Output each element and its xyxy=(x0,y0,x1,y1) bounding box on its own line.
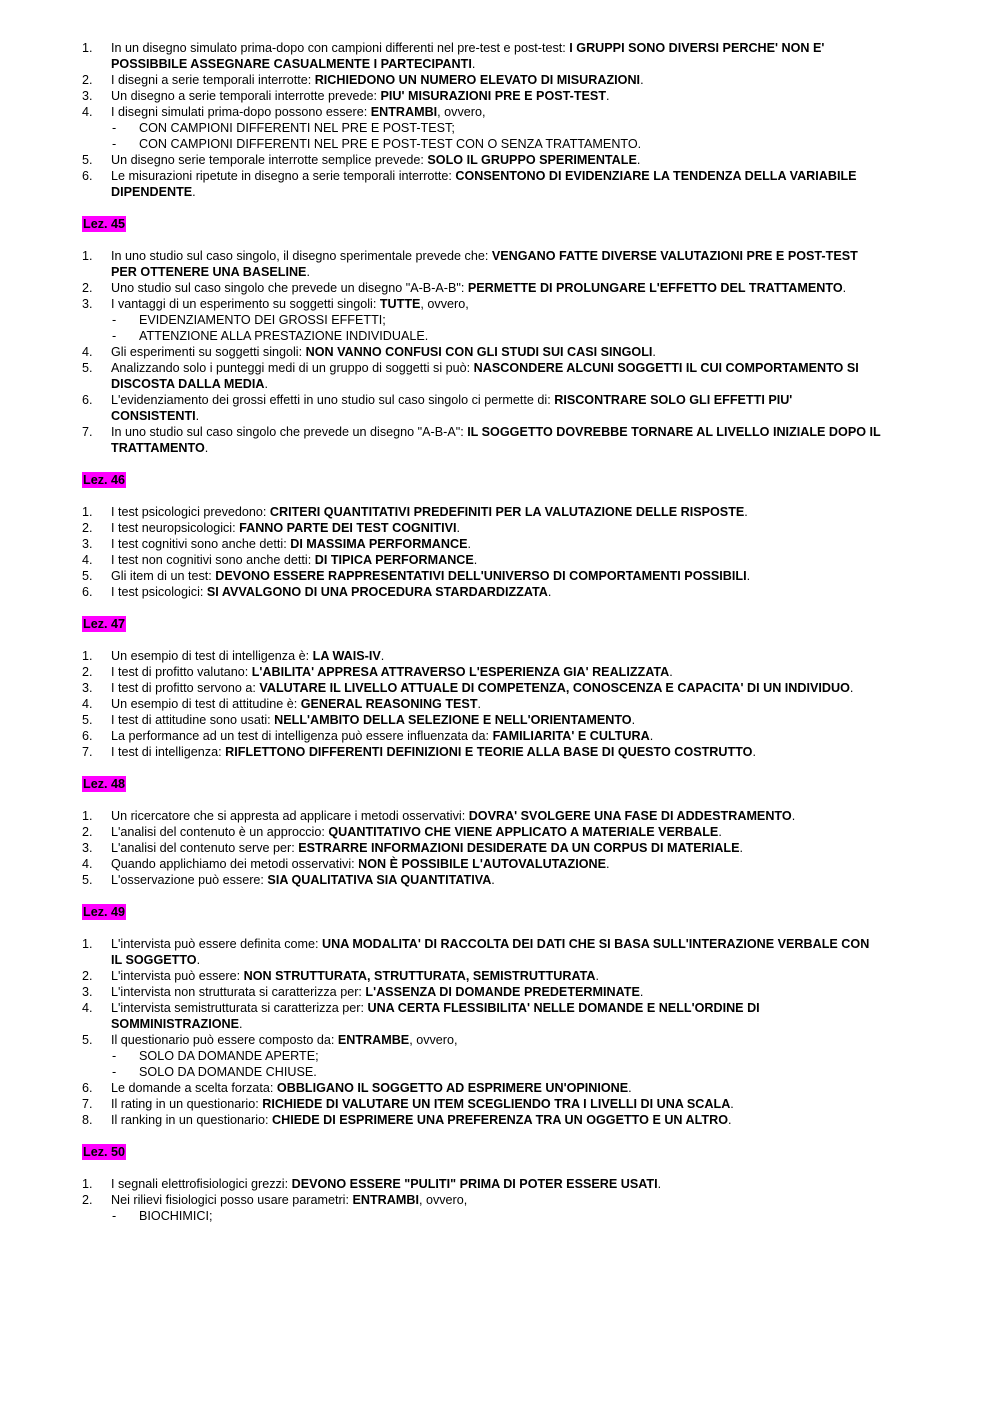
question-text: Le misurazioni ripetute in disegno a serie temporali interrotte: xyxy=(111,169,456,183)
dash-bullet: - xyxy=(112,121,117,135)
item-text xyxy=(111,1000,882,1032)
question-text: Un esempio di test di intelligenza è: xyxy=(111,649,313,663)
answer-text: ESTRARRE INFORMAZIONI DESIDERATE DA UN CORPUS DI MATERIALE xyxy=(298,841,740,855)
list-item xyxy=(82,680,882,696)
list-item xyxy=(82,296,882,312)
item-number: 5. xyxy=(82,569,93,583)
answer-text: ENTRAMBI xyxy=(352,1193,419,1207)
item-text xyxy=(111,648,882,664)
item-ending: . xyxy=(195,409,200,423)
item-number: 4. xyxy=(82,345,93,359)
section-heading-row xyxy=(82,616,882,632)
answer-text: L'ABILITA' APPRESA ATTRAVERSO L'ESPERIENZA GIA' REALIZZATA xyxy=(251,665,670,679)
item-text xyxy=(111,984,882,1000)
list-item xyxy=(82,168,882,200)
answer-text: FANNO PARTE DEI TEST COGNITIVI xyxy=(239,521,457,535)
answer-text: RISCONTRARE SOLO GLI EFFETTI PIU' CONSISTENTI xyxy=(111,393,793,423)
item-text xyxy=(111,728,882,744)
sub-list-item xyxy=(82,136,882,152)
answer-text: TUTTE xyxy=(379,297,421,311)
item-ending: . xyxy=(606,857,610,871)
dash-bullet: - xyxy=(112,313,117,327)
section-heading: Lez. 46 xyxy=(83,473,125,487)
sub-item-text: ATTENZIONE ALLA PRESTAZIONE INDIVIDUALE. xyxy=(139,329,429,343)
sub-list-item xyxy=(82,312,882,328)
item-text xyxy=(111,40,882,72)
list-item xyxy=(82,1112,882,1128)
item-ending: . xyxy=(477,697,482,711)
item-ending: . xyxy=(192,185,196,199)
item-text xyxy=(111,344,882,360)
question-text: L'osservazione può essere: xyxy=(111,873,268,887)
item-ending: . xyxy=(718,825,722,839)
item-number: 7. xyxy=(82,1097,93,1111)
item-ending: . xyxy=(628,1081,632,1095)
item-ending: , ovvero, xyxy=(418,1193,468,1207)
answer-text: PIU' MISURAZIONI PRE E POST-TEST xyxy=(380,89,607,103)
item-text xyxy=(111,296,882,312)
sub-item-text: CON CAMPIONI DIFFERENTI NEL PRE E POST-TEST; xyxy=(139,121,455,135)
item-number: 6. xyxy=(82,169,93,183)
item-ending: . xyxy=(491,873,495,887)
list-item xyxy=(82,840,882,856)
item-number: 6. xyxy=(82,585,93,599)
list-item xyxy=(82,808,882,824)
answer-text: NON STRUTTURATA, STRUTTURATA, SEMISTRUTTURATA xyxy=(243,969,596,983)
question-text: Gli item di un test: xyxy=(111,569,216,583)
answer-text: I GRUPPI SONO DIVERSI PERCHE' NON E' POSSIBBILE ASSEGNARE CASUALMENTE I PARTECIPANTI xyxy=(111,41,825,71)
answer-text: DEVONO ESSERE RAPPRESENTATIVI DELL'UNIVERSO DI COMPORTAMENTI POSSIBILI xyxy=(215,569,747,583)
item-number: 1. xyxy=(82,249,93,263)
item-ending: . xyxy=(639,985,644,999)
item-text xyxy=(111,664,882,680)
sub-list-item xyxy=(82,328,882,344)
answer-text: CRITERI QUANTITATIVI PREDEFINITI PER LA VALUTAZIONE DELLE RISPOSTE xyxy=(269,505,745,519)
answer-text: DI MASSIMA PERFORMANCE xyxy=(290,537,468,551)
item-text xyxy=(111,584,882,600)
list-item xyxy=(82,728,882,744)
item-ending: . xyxy=(652,345,656,359)
question-text: I test di intelligenza: xyxy=(111,745,226,759)
item-text xyxy=(111,808,882,824)
item-number: 5. xyxy=(82,361,93,375)
item-text xyxy=(111,104,882,120)
question-text: Quando applichiamo dei metodi osservativi: xyxy=(111,857,359,871)
item-number: 2. xyxy=(82,665,93,679)
item-ending: . xyxy=(739,841,743,855)
item-text xyxy=(111,392,882,424)
item-ending: . xyxy=(752,745,756,759)
answer-text: PERMETTE DI PROLUNGARE L'EFFETTO DEL TRATTAMENTO xyxy=(467,281,843,295)
question-text: I test di attitudine sono usati: xyxy=(111,713,275,727)
item-text xyxy=(111,72,882,88)
item-ending: . xyxy=(595,969,600,983)
list-item xyxy=(82,824,882,840)
item-ending: . xyxy=(239,1017,243,1031)
question-text: I test psicologici: xyxy=(111,585,207,599)
answer-text: SI AVVALGONO DI UNA PROCEDURA STARDARDIZZATA xyxy=(206,585,548,599)
item-text xyxy=(111,568,882,584)
question-text: In uno studio sul caso singolo, il disegno sperimentale prevede che: xyxy=(111,249,492,263)
sub-item-text: SOLO DA DOMANDE APERTE; xyxy=(139,1049,319,1063)
sub-list-item xyxy=(82,1064,882,1080)
question-text: Un esempio di test di attitudine è: xyxy=(111,697,301,711)
list-item xyxy=(82,968,882,984)
item-text xyxy=(111,1112,882,1128)
list-item xyxy=(82,1176,882,1192)
item-ending: . xyxy=(791,809,796,823)
list-item xyxy=(82,504,882,520)
item-ending: . xyxy=(380,649,385,663)
list-item xyxy=(82,248,882,280)
item-ending: . xyxy=(842,281,847,295)
item-number: 7. xyxy=(82,425,93,439)
item-ending: . xyxy=(636,153,641,167)
item-ending: . xyxy=(746,569,751,583)
question-text: Il questionario può essere composto da: xyxy=(111,1033,338,1047)
dash-bullet: - xyxy=(112,1209,117,1223)
item-ending: . xyxy=(606,89,610,103)
question-text: I segnali elettrofisiologici grezzi: xyxy=(111,1177,292,1191)
item-number: 4. xyxy=(82,553,93,567)
section-heading: Lez. 49 xyxy=(83,905,125,919)
answer-text: SIA QUALITATIVA SIA QUANTITATIVA xyxy=(267,873,492,887)
item-text xyxy=(111,536,882,552)
item-text xyxy=(111,152,882,168)
section-heading: Lez. 45 xyxy=(83,217,125,231)
sub-list-item xyxy=(82,120,882,136)
question-text: Nei rilievi fisiologici posso usare parametri: xyxy=(111,1193,353,1207)
item-ending: , ovvero, xyxy=(420,297,469,311)
item-number: 3. xyxy=(82,985,93,999)
item-number: 6. xyxy=(82,393,93,407)
answer-text: SOLO IL GRUPPO SPERIMENTALE xyxy=(427,153,637,167)
list-item xyxy=(82,696,882,712)
list-item xyxy=(82,552,882,568)
question-text: La performance ad un test di intelligenza può essere influenzata da: xyxy=(111,729,493,743)
answer-text: DI TIPICA PERFORMANCE xyxy=(314,553,474,567)
list-item xyxy=(82,568,882,584)
item-text xyxy=(111,88,882,104)
item-number: 8. xyxy=(82,1113,93,1127)
list-item xyxy=(82,392,882,424)
answer-text: UNA MODALITA' DI RACCOLTA DEI DATI CHE SI BASA SULL'INTERAZIONE VERBALE CON IL SOGGETTO xyxy=(111,937,870,967)
list-item xyxy=(82,712,882,728)
answer-text: ENTRAMBE xyxy=(337,1033,410,1047)
answer-text: NASCONDERE ALCUNI SOGGETTI IL CUI COMPORTAMENTO SI DISCOSTA DALLA MEDIA xyxy=(111,361,859,391)
question-text: I test neuropsicologici: xyxy=(111,521,240,535)
dash-bullet: - xyxy=(112,329,117,343)
section-heading-row xyxy=(82,776,882,792)
item-number: 5. xyxy=(82,873,93,887)
list-item xyxy=(82,584,882,600)
answer-text: VENGANO FATTE DIVERSE VALUTAZIONI PRE E POST-TEST PER OTTENERE UNA BASELINE xyxy=(111,249,858,279)
answer-text: VALUTARE IL LIVELLO ATTUALE DI COMPETENZA, CONOSCENZA E CAPACITA' DI UN INDIVIDUO xyxy=(259,681,850,695)
question-text: Le domande a scelta forzata: xyxy=(111,1081,277,1095)
list-item xyxy=(82,744,882,760)
list-item xyxy=(82,344,882,360)
list-item xyxy=(82,72,882,88)
item-number: 5. xyxy=(82,1033,93,1047)
item-number: 2. xyxy=(82,825,93,839)
answer-text: NON VANNO CONFUSI CON GLI STUDI SUI CASI SINGOLI xyxy=(305,345,653,359)
answer-text: GENERAL REASONING TEST xyxy=(300,697,478,711)
question-text: L'intervista non strutturata si caratterizza per: xyxy=(111,985,366,999)
item-text xyxy=(111,744,882,760)
list-item xyxy=(82,872,882,888)
item-ending: . xyxy=(204,441,209,455)
question-text: I test di profitto valutano: xyxy=(111,665,252,679)
sub-item-text: EVIDENZIAMENTO DEI GROSSI EFFETTI; xyxy=(139,313,386,327)
list-item xyxy=(82,1192,882,1208)
item-number: 6. xyxy=(82,1081,93,1095)
question-text: L'analisi del contenuto è un approccio: xyxy=(111,825,329,839)
item-ending: . xyxy=(657,1177,662,1191)
question-text: Il rating in un questionario: xyxy=(111,1097,263,1111)
question-text: I test di profitto servono a: xyxy=(111,681,260,695)
item-text xyxy=(111,712,882,728)
question-text: I disegni a serie temporali interrotte: xyxy=(111,73,315,87)
item-ending: . xyxy=(471,57,476,71)
sub-item-text: BIOCHIMICI; xyxy=(139,1209,213,1223)
question-text: In un disegno simulato prima-dopo con campioni differenti nel pre-test e post-test: xyxy=(111,41,570,55)
sub-list-item xyxy=(82,1208,882,1224)
question-text: L'analisi del contenuto serve per: xyxy=(111,841,299,855)
item-ending: . xyxy=(264,377,268,391)
item-number: 3. xyxy=(82,89,93,103)
question-text: I test psicologici prevedono: xyxy=(111,505,270,519)
item-number: 5. xyxy=(82,713,93,727)
question-text: I test cognitivi sono anche detti: xyxy=(111,537,291,551)
list-item xyxy=(82,936,882,968)
section-heading-row xyxy=(82,472,882,488)
item-ending: . xyxy=(196,953,201,967)
item-text xyxy=(111,168,882,200)
item-number: 1. xyxy=(82,649,93,663)
item-number: 1. xyxy=(82,809,93,823)
item-text xyxy=(111,248,882,280)
list-item xyxy=(82,280,882,296)
item-text xyxy=(111,696,882,712)
item-text xyxy=(111,424,882,456)
question-text: L'intervista può essere: xyxy=(111,969,244,983)
item-ending: . xyxy=(547,585,552,599)
item-number: 3. xyxy=(82,681,93,695)
list-item xyxy=(82,1000,882,1032)
item-number: 1. xyxy=(82,1177,93,1191)
item-text xyxy=(111,856,882,872)
answer-text: ENTRAMBI xyxy=(370,105,438,119)
item-number: 2. xyxy=(82,73,93,87)
answer-text: CONSENTONO DI EVIDENZIARE LA TENDENZA DELLA VARIABILE DIPENDENTE xyxy=(111,169,857,199)
item-number: 1. xyxy=(82,937,93,951)
item-ending: . xyxy=(631,713,636,727)
item-number: 7. xyxy=(82,745,93,759)
section-heading-row xyxy=(82,904,882,920)
item-number: 1. xyxy=(82,505,93,519)
answer-text: DOVRA' SVOLGERE UNA FASE DI ADDESTRAMENTO xyxy=(468,809,792,823)
list-item xyxy=(82,856,882,872)
sub-item-text: CON CAMPIONI DIFFERENTI NEL PRE E POST-TEST CON O SENZA TRATTAMENTO. xyxy=(139,137,642,151)
question-text: In uno studio sul caso singolo che prevede un disegno "A-B-A": xyxy=(111,425,468,439)
dash-bullet: - xyxy=(112,137,117,151)
section-heading-row xyxy=(82,1144,882,1160)
item-number: 3. xyxy=(82,841,93,855)
list-item xyxy=(82,984,882,1000)
question-text: L'intervista semistrutturata si caratterizza per: xyxy=(111,1001,368,1015)
answer-text: QUANTITATIVO CHE VIENE APPLICATO A MATERIALE VERBALE xyxy=(328,825,719,839)
item-ending: . xyxy=(467,537,471,551)
item-text xyxy=(111,1176,882,1192)
answer-text: RIFLETTONO DIFFERENTI DEFINIZIONI E TEORIE ALLA BASE DI QUESTO COSTRUTTO xyxy=(225,745,753,759)
item-text xyxy=(111,520,882,536)
section-heading: Lez. 47 xyxy=(83,617,125,631)
list-item xyxy=(82,536,882,552)
answer-text: FAMILIARITA' E CULTURA xyxy=(492,729,650,743)
section-heading: Lez. 50 xyxy=(83,1145,125,1159)
item-number: 4. xyxy=(82,697,93,711)
answer-text: NON È POSSIBILE L'AUTOVALUTAZIONE xyxy=(358,857,606,871)
section-heading-row xyxy=(82,216,882,232)
question-text: L'intervista può essere definita come: xyxy=(111,937,323,951)
item-ending: . xyxy=(306,265,310,279)
list-item xyxy=(82,1080,882,1096)
list-item xyxy=(82,40,882,72)
item-number: 1. xyxy=(82,41,93,55)
item-number: 2. xyxy=(82,1193,93,1207)
question-text: I disegni simulati prima-dopo possono essere: xyxy=(111,105,371,119)
list-item xyxy=(82,360,882,392)
item-text xyxy=(111,936,882,968)
answer-text: RICHIEDE DI VALUTARE UN ITEM SCEGLIENDO TRA I LIVELLI DI UNA SCALA xyxy=(262,1097,731,1111)
answer-text: LA WAIS-IV xyxy=(312,649,381,663)
item-number: 2. xyxy=(82,281,93,295)
item-number: 3. xyxy=(82,537,93,551)
list-item xyxy=(82,152,882,168)
answer-text: L'ASSENZA DI DOMANDE PREDETERMINATE xyxy=(365,985,640,999)
item-number: 4. xyxy=(82,1001,93,1015)
list-item xyxy=(82,664,882,680)
item-text xyxy=(111,1032,882,1048)
item-number: 4. xyxy=(82,105,93,119)
question-text: L'evidenziamento dei grossi effetti in uno studio sul caso singolo ci permette di: xyxy=(111,393,555,407)
dash-bullet: - xyxy=(112,1049,117,1063)
item-text xyxy=(111,840,882,856)
question-text: Il ranking in un questionario: xyxy=(111,1113,273,1127)
list-item xyxy=(82,648,882,664)
item-text xyxy=(111,1192,882,1208)
item-ending: . xyxy=(669,665,673,679)
question-text: Un disegno a serie temporali interrotte prevede: xyxy=(111,89,381,103)
answer-text: UNA CERTA FLESSIBILITA' NELLE DOMANDE E NELL'ORDINE DI SOMMINISTRAZIONE xyxy=(111,1001,760,1031)
item-text xyxy=(111,1096,882,1112)
item-text xyxy=(111,1080,882,1096)
item-text xyxy=(111,504,882,520)
answer-text: NELL'AMBITO DELLA SELEZIONE E NELL'ORIENTAMENTO xyxy=(274,713,632,727)
item-number: 6. xyxy=(82,729,93,743)
answer-text: RICHIEDONO UN NUMERO ELEVATO DI MISURAZIONI xyxy=(314,73,641,87)
list-item xyxy=(82,1096,882,1112)
item-ending: . xyxy=(728,1113,732,1127)
item-text xyxy=(111,680,882,696)
question-text: Analizzando solo i punteggi medi di un gruppo di soggetti si può: xyxy=(111,361,474,375)
list-item xyxy=(82,104,882,120)
item-ending: . xyxy=(456,521,460,535)
item-text xyxy=(111,824,882,840)
answer-text: IL SOGGETTO DOVREBBE TORNARE AL LIVELLO INIZIALE DOPO IL TRATTAMENTO xyxy=(111,425,881,455)
dash-bullet: - xyxy=(112,1065,117,1079)
item-text xyxy=(111,280,882,296)
list-item xyxy=(82,1032,882,1048)
item-number: 4. xyxy=(82,857,93,871)
item-text xyxy=(111,872,882,888)
item-number: 2. xyxy=(82,521,93,535)
question-text: Uno studio sul caso singolo che prevede un disegno "A-B-A-B": xyxy=(111,281,468,295)
item-ending: , ovvero, xyxy=(437,105,486,119)
item-number: 5. xyxy=(82,153,93,167)
item-ending: . xyxy=(730,1097,734,1111)
item-ending: . xyxy=(473,553,478,567)
item-text xyxy=(111,968,882,984)
sub-item-text: SOLO DA DOMANDE CHIUSE. xyxy=(139,1065,317,1079)
item-ending: . xyxy=(744,505,748,519)
item-text xyxy=(111,360,882,392)
list-item xyxy=(82,520,882,536)
question-text: Un disegno serie temporale interrotte semplice prevede: xyxy=(111,153,428,167)
item-ending: . xyxy=(649,729,654,743)
question-text: I vantaggi di un esperimento su soggetti singoli: xyxy=(111,297,380,311)
list-item xyxy=(82,88,882,104)
list-item xyxy=(82,424,882,456)
item-text xyxy=(111,552,882,568)
item-number: 2. xyxy=(82,969,93,983)
item-number: 3. xyxy=(82,297,93,311)
answer-text: OBBLIGANO IL SOGGETTO AD ESPRIMERE UN'OPINIONE xyxy=(276,1081,629,1095)
item-ending: . xyxy=(849,681,854,695)
question-text: Gli esperimenti su soggetti singoli: xyxy=(111,345,306,359)
item-ending: , ovvero, xyxy=(409,1033,458,1047)
section-heading: Lez. 48 xyxy=(83,777,125,791)
item-ending: . xyxy=(640,73,644,87)
document-body xyxy=(82,40,882,1224)
answer-text: DEVONO ESSERE "PULITI" PRIMA DI POTER ESSERE USATI xyxy=(291,1177,658,1191)
question-text: I test non cognitivi sono anche detti: xyxy=(111,553,315,567)
answer-text: CHIEDE DI ESPRIMERE UNA PREFERENZA TRA UN OGGETTO E UN ALTRO xyxy=(272,1113,728,1127)
question-text: Un ricercatore che si appresta ad applicare i metodi osservativi: xyxy=(111,809,469,823)
sub-list-item xyxy=(82,1048,882,1064)
